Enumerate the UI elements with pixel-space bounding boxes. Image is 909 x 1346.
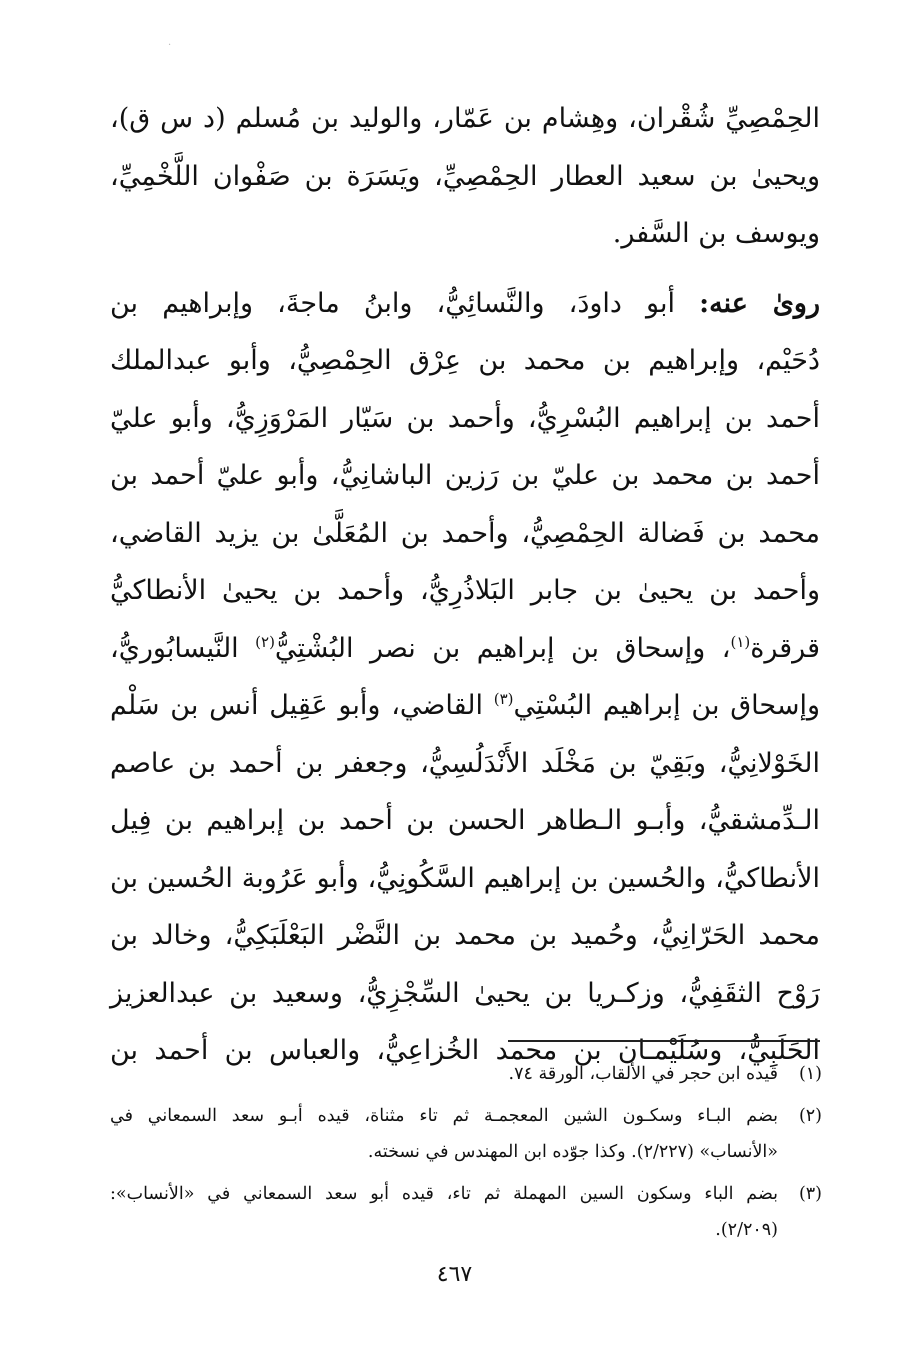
footnote-number: (٣) — [798, 1184, 822, 1204]
text-fragment: النَّيسابُوريُّ، — [110, 632, 256, 664]
footnote-line: قيده ابن حجر في الألقاب، الورقة ٧٤. — [508, 1064, 778, 1084]
footnote-3 — [110, 1176, 822, 1248]
text-line: أحمد بن إبراهيم البُسْرِيُّ، وأحمد بن سَيّار المَرْوَزِيُّ، وأبو عليّ — [110, 402, 820, 434]
footnote-line: بضم البـاء وسكـون الشين المعجمـة ثم تاء مثناة، قيده أبـو سعد السمعاني في — [110, 1106, 778, 1126]
text-line: الأنطاكيُّ، والحُسين بن إبراهيم السَّكُونِيُّ، وأبو عَرُوبة الحُسين بن — [110, 862, 820, 894]
footnote-marker-2[interactable]: (٢) — [255, 632, 275, 651]
text-fragment: وإسحاق بن إبراهيم البُسْتِي — [513, 690, 820, 721]
text-line: محمد الحَرّانِيُّ، وحُميد بن محمد بن النَّضْر البَعْلَبَكِيُّ، وخالد بن — [110, 920, 820, 951]
footnote-line: (٢/٢٠٩). — [715, 1220, 778, 1240]
text-line: الحِمْصِيِّ شُقْران، وهِشام بن عَمّار، والوليد بن مُسلم (د س ق)، — [110, 103, 820, 134]
text-line: الـدِّمشقيُّ، وأبـو الـطاهر الحسن بن أحمد بن إبراهيم بن فِيل — [110, 805, 820, 836]
footnote-divider — [508, 1040, 820, 1042]
text-line: محمد بن فَضالة الحِمْصِيُّ، وأحمد بن المُعَلَّىٰ بن يزيد القاضي، — [110, 517, 820, 549]
text-line: ويحيىٰ بن سعيد العطار الحِمْصِيِّ، ويَسَرَة بن صَفْوان اللَّخْمِيِّ، — [110, 160, 820, 192]
footnote-text — [110, 1098, 778, 1170]
footnote-marker-3[interactable]: (٣) — [493, 690, 514, 708]
footnote-text — [110, 1056, 778, 1092]
text-fragment: أبو داودَ، والنَّسائِيُّ، وابنُ ماجةَ، وإبراهيم بن — [110, 287, 700, 319]
text-fragment: قرقرة — [750, 632, 820, 664]
narrators-heading: روىٰ عنه: — [699, 287, 821, 319]
text-line: الخَوْلانِيُّ، وبَقِيّ بن مَخْلَد الأَنْدَلُسِيُّ، وجعفر بن أحمد بن عاصم — [110, 747, 820, 779]
footnote-text — [110, 1176, 778, 1248]
footnote-1 — [110, 1056, 822, 1092]
text-line: أحمد بن محمد بن عليّ بن رَزين الباشانِيُّ، وأبو عليّ أحمد بن — [110, 460, 820, 491]
text-line: وأحمد بن يحيىٰ بن جابر البَلاذُرِيُّ، وأحمد بن يحيىٰ الأنطاكيُّ — [110, 575, 820, 606]
footnote-marker-1[interactable]: (١) — [730, 632, 751, 651]
text-line — [110, 275, 820, 333]
text-line: دُحَيْم، وإبراهيم بن محمد بن عِرْق الحِمْصِيُّ، وأبو عبدالملك — [110, 345, 820, 376]
paragraph-gap — [110, 263, 820, 275]
footnotes-section — [110, 1056, 822, 1254]
scan-mark: · — [168, 40, 172, 51]
footnote-number: (٢) — [798, 1106, 822, 1126]
footnote-2 — [110, 1098, 822, 1170]
main-text — [110, 90, 820, 1080]
text-line — [110, 677, 820, 735]
text-fragment: القاضي، وأبو عَقِيل أنس بن سَلْم — [110, 690, 494, 721]
page-number: ٤٦٧ — [436, 1262, 473, 1287]
footnote-line: بضم الباء وسكون السين المهملة ثم تاء، قيده أبو سعد السمعاني في «الأنساب»: — [110, 1184, 778, 1204]
footnote-line: «الأنساب» (٢/٢٢٧). وكذا جوّده ابن المهندس في نسخته. — [367, 1142, 778, 1162]
text-fragment: ، وإسحاق بن إبراهيم بن نصر البُشْتِيُّ — [274, 632, 731, 664]
text-line: الحَلَبِيُّ، وسُلَيْمـان بن محمد الخُزاعِيُّ، والعباس بن أحمد بن — [110, 1035, 820, 1066]
footnote-number: (١) — [798, 1064, 822, 1084]
text-line: ويوسف بن السَّفر. — [612, 218, 820, 249]
text-line — [110, 620, 820, 678]
text-line: رَوْح الثقَفِيُّ، وزكـريا بن يحيىٰ السِّجْزِيُّ، وسعيد بن عبدالعزيز — [110, 977, 820, 1009]
